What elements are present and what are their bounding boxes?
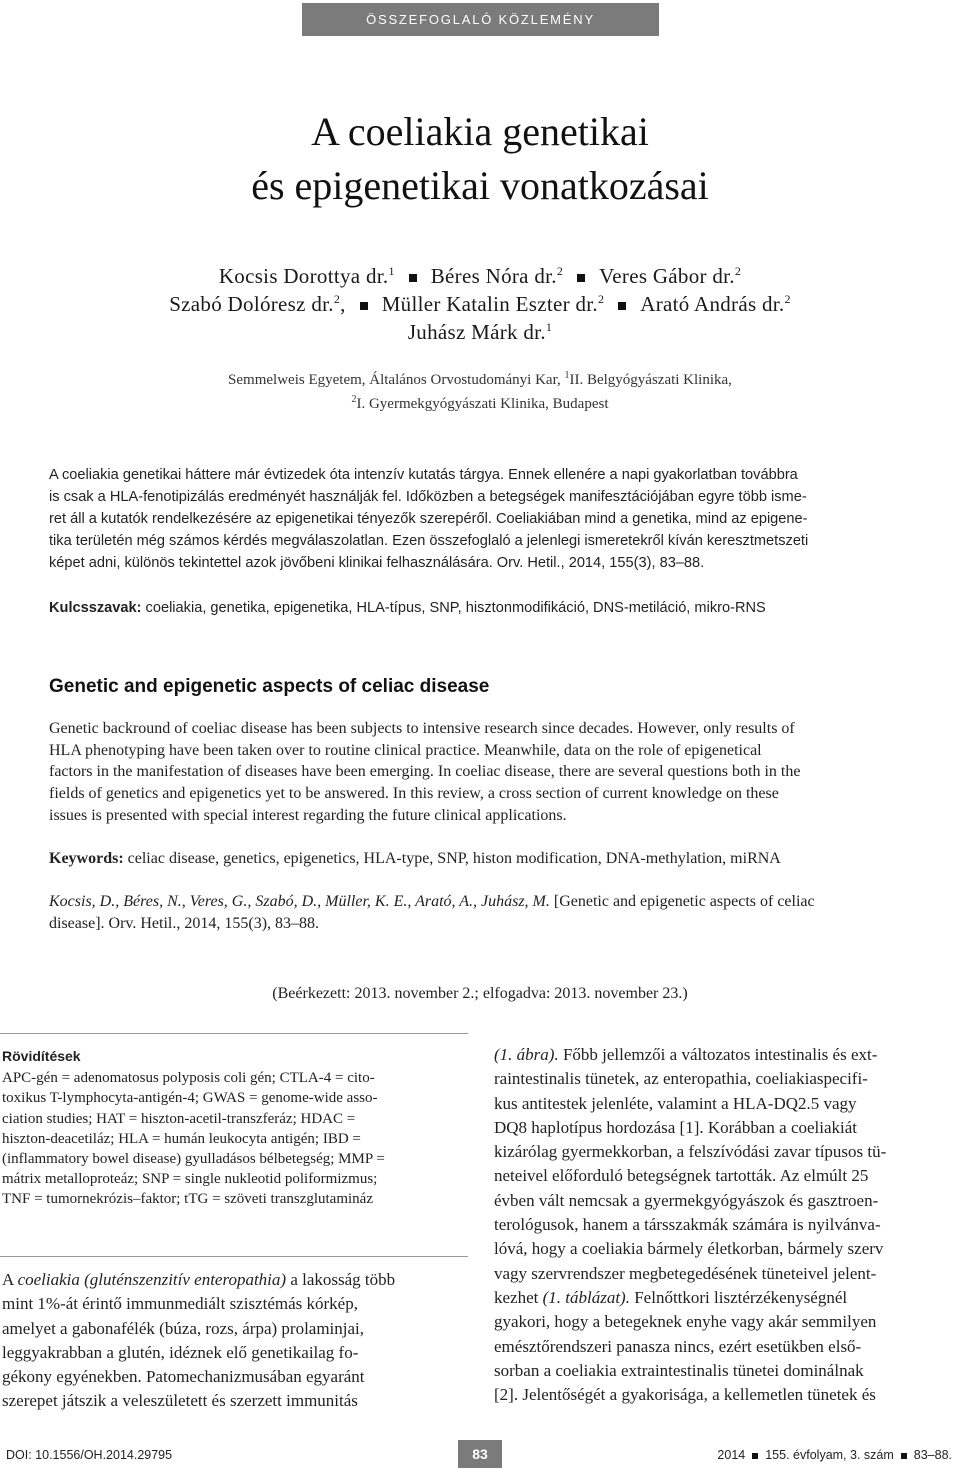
- page-footer: [0, 1437, 960, 1470]
- abstract-line: Genetic backround of coeliac disease has been subjects to intensive research since decades. However, only results of: [49, 720, 795, 737]
- separator-square-icon: [618, 302, 626, 310]
- author-line-2: [0, 290, 960, 318]
- affiliation-text: I. Gyermekgyógyászati Klinika, Budapest: [356, 396, 609, 412]
- abstract-hungarian: [49, 464, 911, 574]
- issue-year: 2014: [717, 1448, 746, 1462]
- body-line: [2]. Jelentőségét a gyakorisága, a kellemetlen tünetek és: [494, 1385, 876, 1405]
- keywords-english: [49, 848, 781, 870]
- separator-square-icon: [901, 1453, 907, 1459]
- separator-square-icon: [409, 274, 417, 282]
- affiliation-text: Semmelweis Egyetem, Általános Orvostudományi Kar,: [228, 372, 565, 388]
- abbreviation-line: mátrix metalloproteáz; SNP = single nukleotid poliformizmus;: [2, 1171, 378, 1188]
- citation-authors: Kocsis, D., Béres, N., Veres, G., Szabó, D., Müller, K. E., Arató, A., Juhász, M.: [49, 893, 550, 910]
- body-text: kezhet: [494, 1287, 543, 1307]
- issue-volume: 155. évfolyam, 3. szám: [765, 1448, 894, 1462]
- body-line: mint 1%-át érintő immunmediált szisztémás kórkép,: [2, 1294, 358, 1314]
- keywords-label: Keywords:: [49, 850, 124, 867]
- affiliation-line-2: [0, 392, 960, 416]
- body-line: emésztőrendszeri panasza nincs, ezért esetükben első-: [494, 1336, 862, 1356]
- article-title: [0, 105, 960, 213]
- abbreviation-line: ciation studies; HAT = hiszton-acetil-transzferáz; HDAC =: [2, 1110, 356, 1127]
- body-text-left-column: [2, 1268, 468, 1414]
- body-line: leggyakrabban a glutén, idéznek elő genetikailag fo-: [2, 1342, 359, 1362]
- abbreviation-line: (inflammatory bowel disease) gyulladásos bélbetegség; MMP =: [2, 1151, 385, 1168]
- abbreviations-title: Rövidítések: [2, 1048, 81, 1064]
- abbreviation-line: toxikus T-lymphocyta-antigén-4; GWAS = genome-wide asso-: [2, 1090, 378, 1107]
- received-dates: (Beérkezett: 2013. november 2.; elfogadva: 2013. november 23.): [272, 985, 688, 1002]
- author-line-1: [0, 262, 960, 290]
- body-line: szerepet játszik a veleszületett és szerzett immunitás: [2, 1391, 358, 1411]
- body-text: Főbb jellemzői a változatos intestinalis és ext-: [558, 1045, 878, 1064]
- author-name: Arató András dr.: [640, 292, 785, 316]
- author-line-3: [0, 318, 960, 346]
- body-line: kizárólag gyermekkorban, a felszívódási zavar típusos tü-: [494, 1142, 887, 1162]
- divider: [0, 1256, 468, 1257]
- author-name: Szabó Dolóresz dr.: [169, 292, 334, 316]
- abstract-line: A coeliakia genetikai háttere már évtizedek óta intenzív kutatás tárgya. Ennek ellenére a napi gyakorlatban továbbra: [49, 467, 798, 483]
- author-affil-sup: 2: [556, 264, 564, 278]
- author-affil-sup: 2: [333, 292, 341, 306]
- abbreviation-line: hiszton-deacetiláz; HLA = humán leukocyta antigén; IBD =: [2, 1130, 361, 1147]
- body-line: [494, 1043, 958, 1067]
- body-text-italic: coeliakia (gluténszenzitív enteropathia): [17, 1270, 287, 1289]
- body-line: kus antitestek jelenléte, valamint a HLA-DQ2.5 vagy: [494, 1093, 857, 1113]
- abstract-line: fields of genetics and epigenetics yet to be answered. In this review, a cross section of current knowledge on these: [49, 785, 779, 803]
- page-number: 83: [458, 1440, 502, 1468]
- citation: [49, 891, 911, 935]
- abbreviations-box: [2, 1046, 468, 1210]
- author-list: [0, 262, 960, 346]
- separator-square-icon: [752, 1453, 758, 1459]
- english-title: Genetic and epigenetic aspects of celiac disease: [49, 676, 490, 697]
- abstract-line: issues is presented with special interest regarding the future clinical applications.: [49, 806, 567, 824]
- author-name: Juhász Márk dr.: [407, 320, 546, 344]
- table-reference: (1. táblázat).: [542, 1287, 630, 1307]
- body-line: DQ8 haplotípus hordozása [1]. Korábban a coeliakiát: [494, 1117, 858, 1137]
- author-name: Béres Nóra dr.: [430, 264, 557, 288]
- keywords-hungarian: [49, 597, 911, 619]
- author-affil-sup: 1: [545, 320, 553, 334]
- abstract-line: HLA phenotyping have been taken over to routine clinical practice. Meanwhile, data on the role of epigenetical: [49, 741, 762, 759]
- abstract-line: is csak a HLA-fenotipizálás eredményét használják fel. Időközben a betegségek manifesztációjában egyre több isme-: [49, 489, 807, 505]
- body-line: [494, 1286, 958, 1310]
- body-text: A: [2, 1270, 18, 1289]
- affiliation-sup: 1: [564, 370, 570, 381]
- keywords-text: celiac disease, genetics, epigenetics, HLA-type, SNP, histon modification, DNA-methylation, miRNA: [123, 850, 781, 867]
- abstract-line: tika területén még számos kérdés megválaszolatlan. Ezen összefoglaló a jelenlegi ismeretekről kíván keresztmetszeti: [49, 533, 809, 549]
- body-line: raintestinalis tünetek, az enteropathia, coeliakiaspecifi-: [494, 1069, 868, 1089]
- body-text-right-column: [494, 1043, 958, 1407]
- separator-square-icon: [360, 302, 368, 310]
- affiliation-sup: 2: [351, 394, 357, 405]
- author-affil-sup: 2: [734, 264, 742, 278]
- body-text: a lakosság több: [286, 1270, 396, 1289]
- title-line-1: A coeliakia genetikai: [311, 109, 649, 154]
- affiliation-line-1: [0, 368, 960, 392]
- abstract-line: ret áll a kutatók rendelkezésére az epigenetikai tényezők szerepéről. Coeliakiában mind a genetika, mind az epigene-: [49, 511, 808, 527]
- body-line: vagy szervrendszer megbetegedésének tüneteivel jelent-: [494, 1263, 877, 1283]
- citation-text: [Genetic and epigenetic aspects of celiac: [549, 893, 815, 910]
- affiliation-text: II. Belgyógyászati Klinika,: [569, 372, 732, 388]
- author-affil-sup: 1: [388, 264, 395, 278]
- body-line: amelyet a gabonafélék (búza, rozs, árpa) prolaminjai,: [2, 1318, 365, 1338]
- issue-info: [717, 1448, 952, 1462]
- doi-link[interactable]: DOI: 10.1556/OH.2014.29795: [6, 1448, 173, 1462]
- title-line-2: és epigenetikai vonatkozásai: [251, 163, 709, 208]
- author-comma: ,: [340, 292, 346, 316]
- body-text: Felnőttkori lisztérzékenységnél: [629, 1287, 848, 1307]
- author-name: Müller Katalin Eszter dr.: [381, 292, 598, 316]
- body-line: terológusok, hanem a társszakmák számára is nyilvánva-: [494, 1215, 881, 1235]
- body-line: évben vált nemcsak a gyermekgyógyászok és gasztroen-: [494, 1190, 879, 1210]
- body-line: gékony egyénekben. Patomechanizmusában egyaránt: [2, 1367, 365, 1387]
- author-affil-sup: 2: [597, 292, 605, 306]
- body-line: [2, 1268, 468, 1292]
- citation-line-2: disease]. Orv. Hetil., 2014, 155(3), 83–88.: [49, 915, 320, 932]
- separator-square-icon: [577, 274, 585, 282]
- author-affil-sup: 2: [784, 292, 791, 306]
- abstract-line: factors in the manifestation of diseases have been emerging. In coeliac disease, there are several questions both in the: [49, 763, 801, 781]
- citation-line-1: [49, 891, 911, 913]
- abbreviation-line: TNF = tumornekrózis–faktor; tTG = szöveti transzglutamináz: [2, 1191, 373, 1208]
- body-line: lóvá, hogy a coeliakia bármely életkorban, bármely szerv: [494, 1239, 884, 1259]
- issue-pages: 83–88.: [913, 1448, 952, 1462]
- figure-reference: (1. ábra).: [494, 1045, 559, 1064]
- abbreviation-line: APC-gén = adenomatosus polyposis coli gén; CTLA-4 = cito-: [2, 1070, 375, 1087]
- keywords-label: Kulcsszavak:: [49, 600, 142, 616]
- author-name: Kocsis Dorottya dr.: [218, 264, 389, 288]
- abstract-english: [49, 718, 911, 827]
- section-label: ÖSSZEFOGLALÓ KÖZLEMÉNY: [302, 3, 659, 36]
- divider: [0, 1033, 468, 1034]
- body-line: sorban a coeliakia extraintestinalis tünetei dominálnak: [494, 1360, 864, 1380]
- body-line: gyakori, hogy a betegeknek enyhe vagy akár semmilyen: [494, 1312, 877, 1332]
- keywords-text: coeliakia, genetika, epigenetika, HLA-típus, SNP, hisztonmodifikáció, DNS-metiláció, mikro-RNS: [141, 600, 766, 616]
- abstract-line: képet adni, különös tekintettel azok jövőbeni klinikai felhasználására. Orv. Hetil., 2014, 155(3), 83–88.: [49, 555, 705, 571]
- body-line: neteivel előforduló betegségnek tartották. Az elmúlt 25: [494, 1166, 869, 1186]
- author-name: Veres Gábor dr.: [599, 264, 735, 288]
- affiliation: [0, 368, 960, 416]
